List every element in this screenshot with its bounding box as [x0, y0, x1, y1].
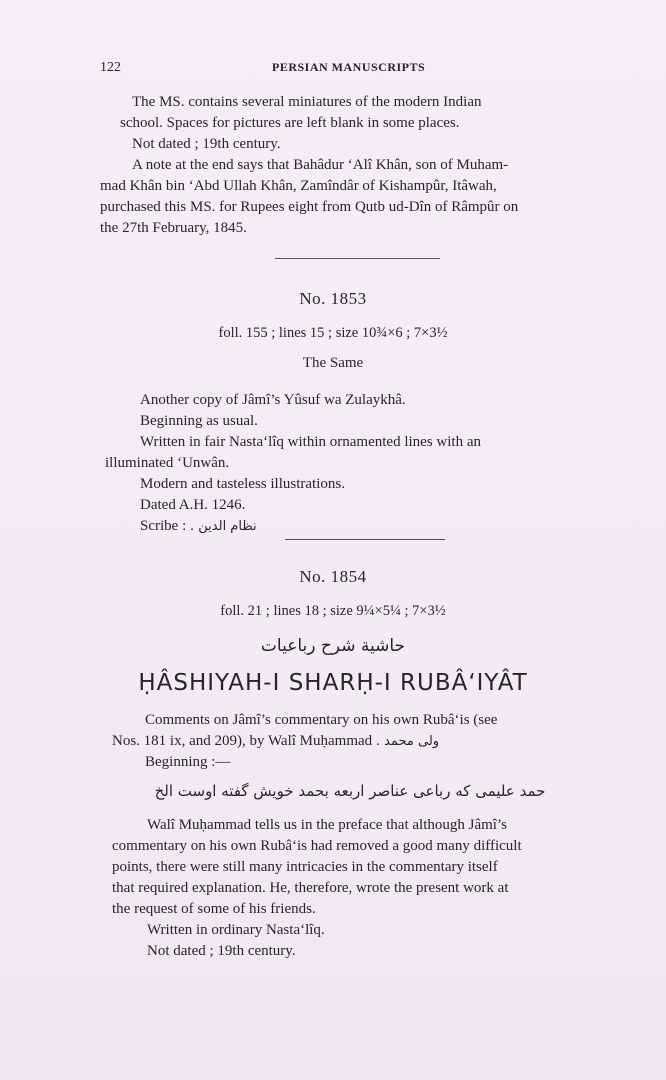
entry-line: Dated A.H. 1246.: [140, 497, 246, 513]
entry-number: No. 1853: [299, 289, 367, 308]
entry-line: the request of some of his friends.: [112, 901, 316, 917]
scribe-line: [105, 516, 625, 537]
entry-line: commentary on his own Rubâ‘is had removed a good many difficult: [112, 838, 522, 854]
intro-line: purchased this MS. for Rupees eight from Qutb ud-Dîn of Râmpûr on: [100, 199, 519, 215]
intro-line: A note at the end says that Bahâdur ‘Alî Khân, son of Muham-: [132, 157, 509, 173]
intro-section: [100, 92, 620, 239]
intro-line: the 27th February, 1845.: [100, 220, 247, 236]
entry-line: points, there were still many intricacies in the commentary itself: [112, 859, 498, 875]
running-title: PERSIAN MANUSCRIPTS: [272, 60, 426, 74]
section-divider: [285, 539, 445, 540]
entry-number: No. 1854: [299, 567, 367, 586]
entry-title: The Same: [302, 355, 364, 371]
entry-title: ḤÂSHIYAH-I SHARḤ-I RUBÂ‘IYÂT: [138, 670, 528, 696]
entry-line: Comments on Jâmî’s commentary on his own Rubâ‘is (see: [145, 712, 498, 728]
entry-line: that required explanation. He, therefore, wrote the present work at: [112, 880, 509, 896]
arabic-beginning: حمد عليمی که رباعی عناصر اربعه بحمد خویش گفته اوست الخ: [154, 782, 546, 800]
author-name-arabic: ولی محمد .: [375, 734, 440, 749]
scribe-label: Scribe :: [140, 518, 187, 534]
section-divider: [275, 258, 440, 259]
entry-line: Another copy of Jâmî’s Yûsuf wa Zulaykhâ.: [140, 392, 406, 408]
intro-line: mad Khân bin ‘Abd Ullah Khân, Zamîndâr of Kishampûr, Itâwah,: [100, 178, 497, 194]
entry-line-text: Nos. 181 ix, and 209), by Walî Muḥammad: [112, 733, 373, 749]
entry-line: [112, 731, 624, 752]
intro-line: Not dated ; 19th century.: [132, 136, 281, 152]
page-number: 122: [100, 60, 121, 75]
scribe-name: نظام الدين .: [190, 519, 257, 534]
intro-line: The MS. contains several miniatures of the modern Indian: [132, 94, 482, 110]
entry-line: Written in fair Nasta‘lîq within ornamented lines with an: [140, 434, 481, 450]
entry-1854-body: [112, 710, 624, 773]
intro-line: school. Spaces for pictures are left blank in some places.: [120, 115, 460, 131]
entry-line: Walî Muḥammad tells us in the preface that although Jâmî’s: [147, 817, 507, 833]
entry-1853-body: [105, 390, 625, 537]
entry-line: illuminated ‘Unwân.: [105, 455, 230, 471]
arabic-title: حاشية شرح رباعيات: [260, 636, 406, 656]
entry-line: Beginning :—: [145, 754, 231, 770]
entry-line: Written in ordinary Nasta‘lîq.: [147, 922, 325, 938]
entry-1854-description: [112, 815, 624, 962]
entry-line: Modern and tasteless illustrations.: [140, 476, 345, 492]
entry-meta: foll. 21 ; lines 18 ; size 9¼×5¼ ; 7×3½: [220, 603, 446, 619]
entry-meta: foll. 155 ; lines 15 ; size 10¾×6 ; 7×3½: [218, 325, 448, 341]
entry-line: Beginning as usual.: [140, 413, 258, 429]
entry-line: Not dated ; 19th century.: [147, 943, 296, 959]
